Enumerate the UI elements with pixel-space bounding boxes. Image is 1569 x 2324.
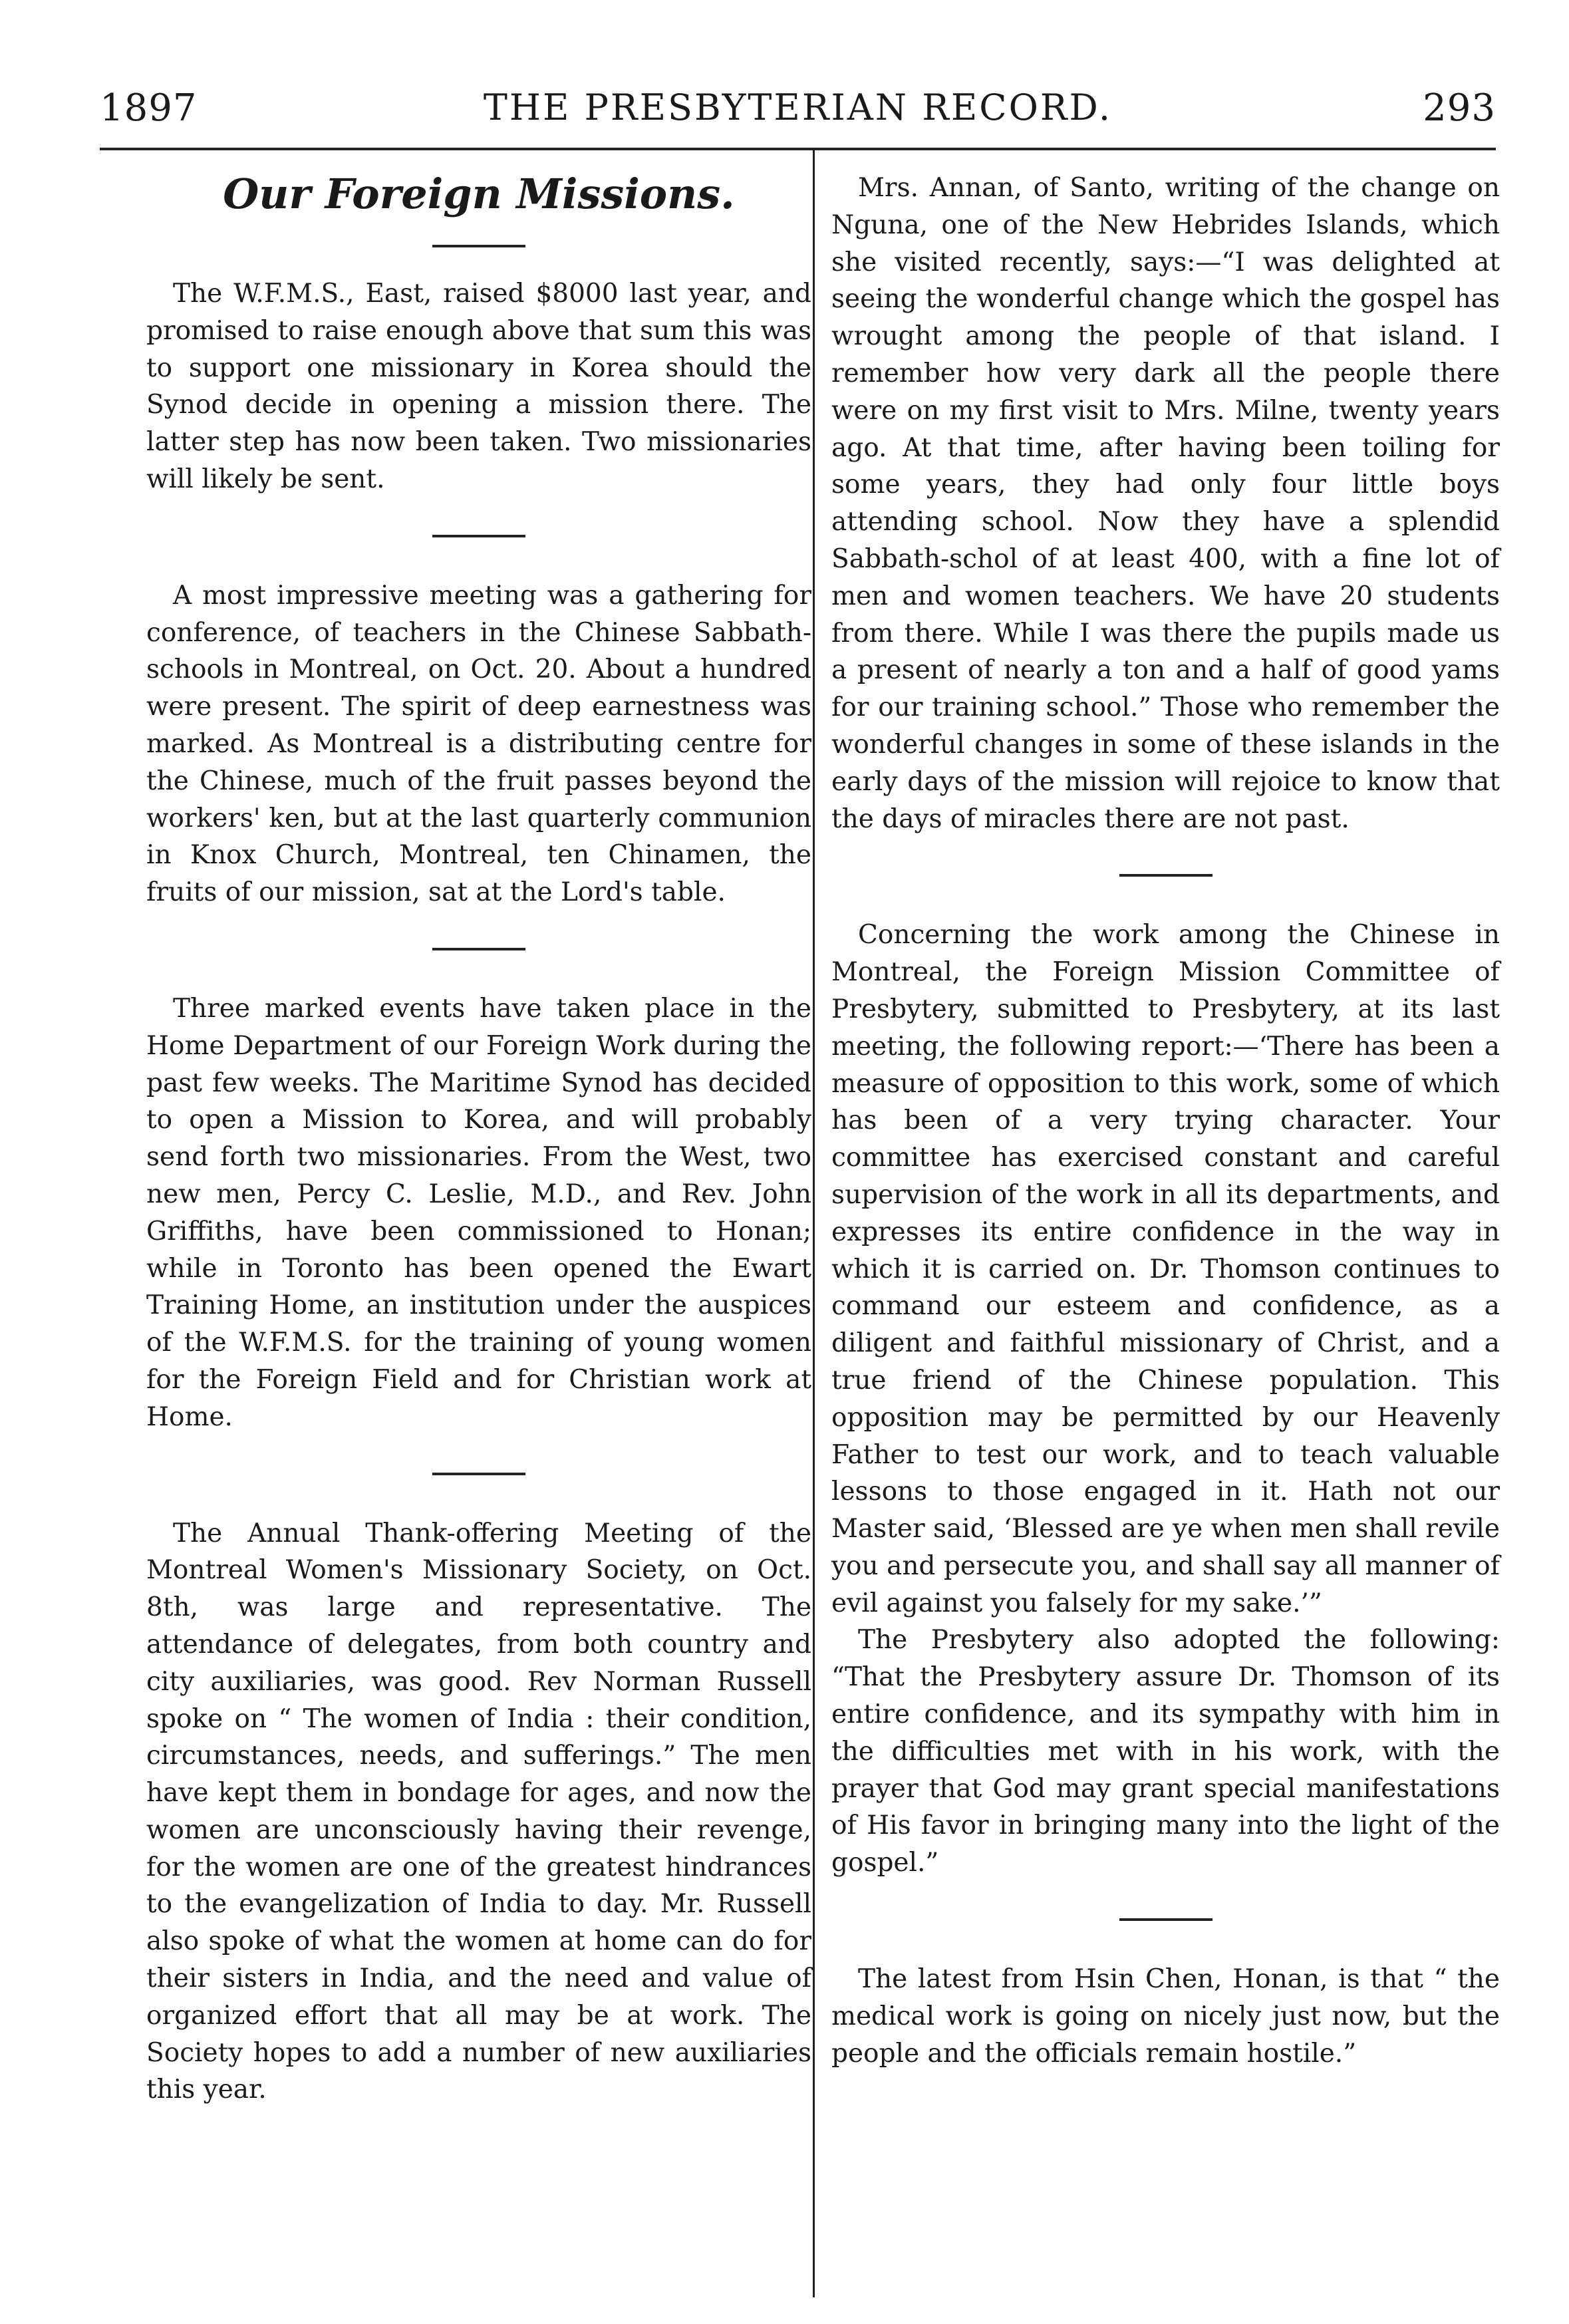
paragraph-presbytery: The Presbytery also adopted the following: “That the Presbytery assure Dr. Thomson of its entire confidence, and its sympathy with him in the difficulties met with in his work, with the prayer that God may grant special manifestations of His favor in bringing many into the light of the gospel.” (831, 1625, 1500, 1878)
paragraph-nguna: Mrs. Annan, of Santo, writing of the change on Nguna, one of the New Hebrides Islands, which she visited recently, says:—“I was delighted at seeing the wonderful change which the gospel has wrought among the people of that island. I remember how very dark all the people there were on my first visit to Mrs. Milne, twenty years ago. At that time, after having been toiling for some years, they had only four little boys attending school. Now they have a splendid Sabbath-schol of at least 400, with a fine lot of men and women teachers. We have 20 students from there. While I was there the pupils made us a present of nearly a ton and a half of good yams for our training school.” Those who remember the wonderful changes in some of these islands in the early days of the mission will rejoice to know that the days of miracles there are not past. (831, 173, 1500, 834)
separator (432, 535, 525, 537)
header-title: THE PRESBYTERIAN RECORD. (483, 86, 1113, 128)
header-rule (100, 148, 1496, 150)
header-page-number: 293 (1423, 86, 1496, 130)
paragraph-thank-offering: The Annual Thank-offering Meeting of the Montreal Women's Missionary Society, on Oct. 8th, was large and representative. The attendance of delegates, from both country and city auxiliaries, was good. Rev Norman Russell spoke on “ The women of India : their condition, circumstances, needs, and sufferings.” The men have kept them in bondage for ages, and now the women are unconsciously having their revenge, for the women are one of the greatest hindrances to the evangelization of India to day. Mr. Russell also spoke of what the women at home can do for their sisters in India, and the need and value of organized effort that all may be at work. The Society hopes to add a number of new auxiliaries this year. (146, 1518, 811, 2105)
paragraph-marked-events: Three marked events have taken place in the Home Department of our Foreign Work during the past few weeks. The Maritime Synod has decided to open a Mission to Korea, and will probably send forth two missionaries. From the West, two new men, Percy C. Leslie, M.D., and Rev. John Griffiths, have been commissioned to Honan; while in Toronto has been opened the Ewart Training Home, an institution under the auspices of the W.F.M.S. for the training of young women for the Foreign Field and for Christian work at Home. (146, 993, 811, 1432)
title-separator (432, 245, 525, 247)
paragraph-chinese-montreal: Concerning the work among the Chinese in Montreal, the Foreign Mission Committee of Presbytery, submitted to Presbytery, at its last meeting, the following report:—‘There has been a measure of opposition to this work, some of which has been of a very trying character. Your committee has exercised constant and careful supervision of the work in all its departments, and expresses its entire confidence in the way in which it is carried on. Dr. Thomson continues to command our esteem and confidence, as a diligent and faithful missionary of Christ, and a true friend of the Chinese population. This opposition may be permitted by our Heavenly Father to test our work, and to teach valuable lessons to those engaged in it. Hath not our Master said, ‘Blessed are ye when men shall revile you and persecute you, and shall say all manner of evil against you falsely for my sake.’” (831, 920, 1500, 1618)
paragraph-wfms: The W.F.M.S., East, raised $8000 last year, and promised to raise enough above that sum this was to support one missionary in Korea should the Synod decide in opening a mission there. The latter step has now been taken. Two missionaries will likely be sent. (146, 279, 811, 494)
section-title: Our Foreign Missions. (223, 170, 735, 218)
left-column (146, 170, 811, 2108)
header-year: 1897 (100, 86, 198, 130)
separator (1119, 1918, 1212, 1921)
paragraph-hsin-chen: The latest from Hsin Chen, Honan, is that “ the medical work is going on nicely just now, but the people and the officials remain hostile.” (831, 1964, 1500, 2069)
separator (432, 948, 525, 950)
separator (432, 1473, 525, 1475)
right-column (831, 170, 1500, 2072)
running-header (100, 86, 1496, 146)
separator (1119, 874, 1212, 877)
column-divider (813, 150, 815, 2297)
paragraph-conference: A most impressive meeting was a gathering for conference, of teachers in the Chinese Sabbath-schools in Montreal, on Oct. 20. About a hundred were present. The spirit of deep earnestness was marked. As Montreal is a distributing centre for the Chinese, much of the fruit passes beyond the workers' ken, but at the last quarterly communion in Knox Church, Montreal, ten Chinamen, the fruits of our mission, sat at the Lord's table. (146, 580, 811, 908)
